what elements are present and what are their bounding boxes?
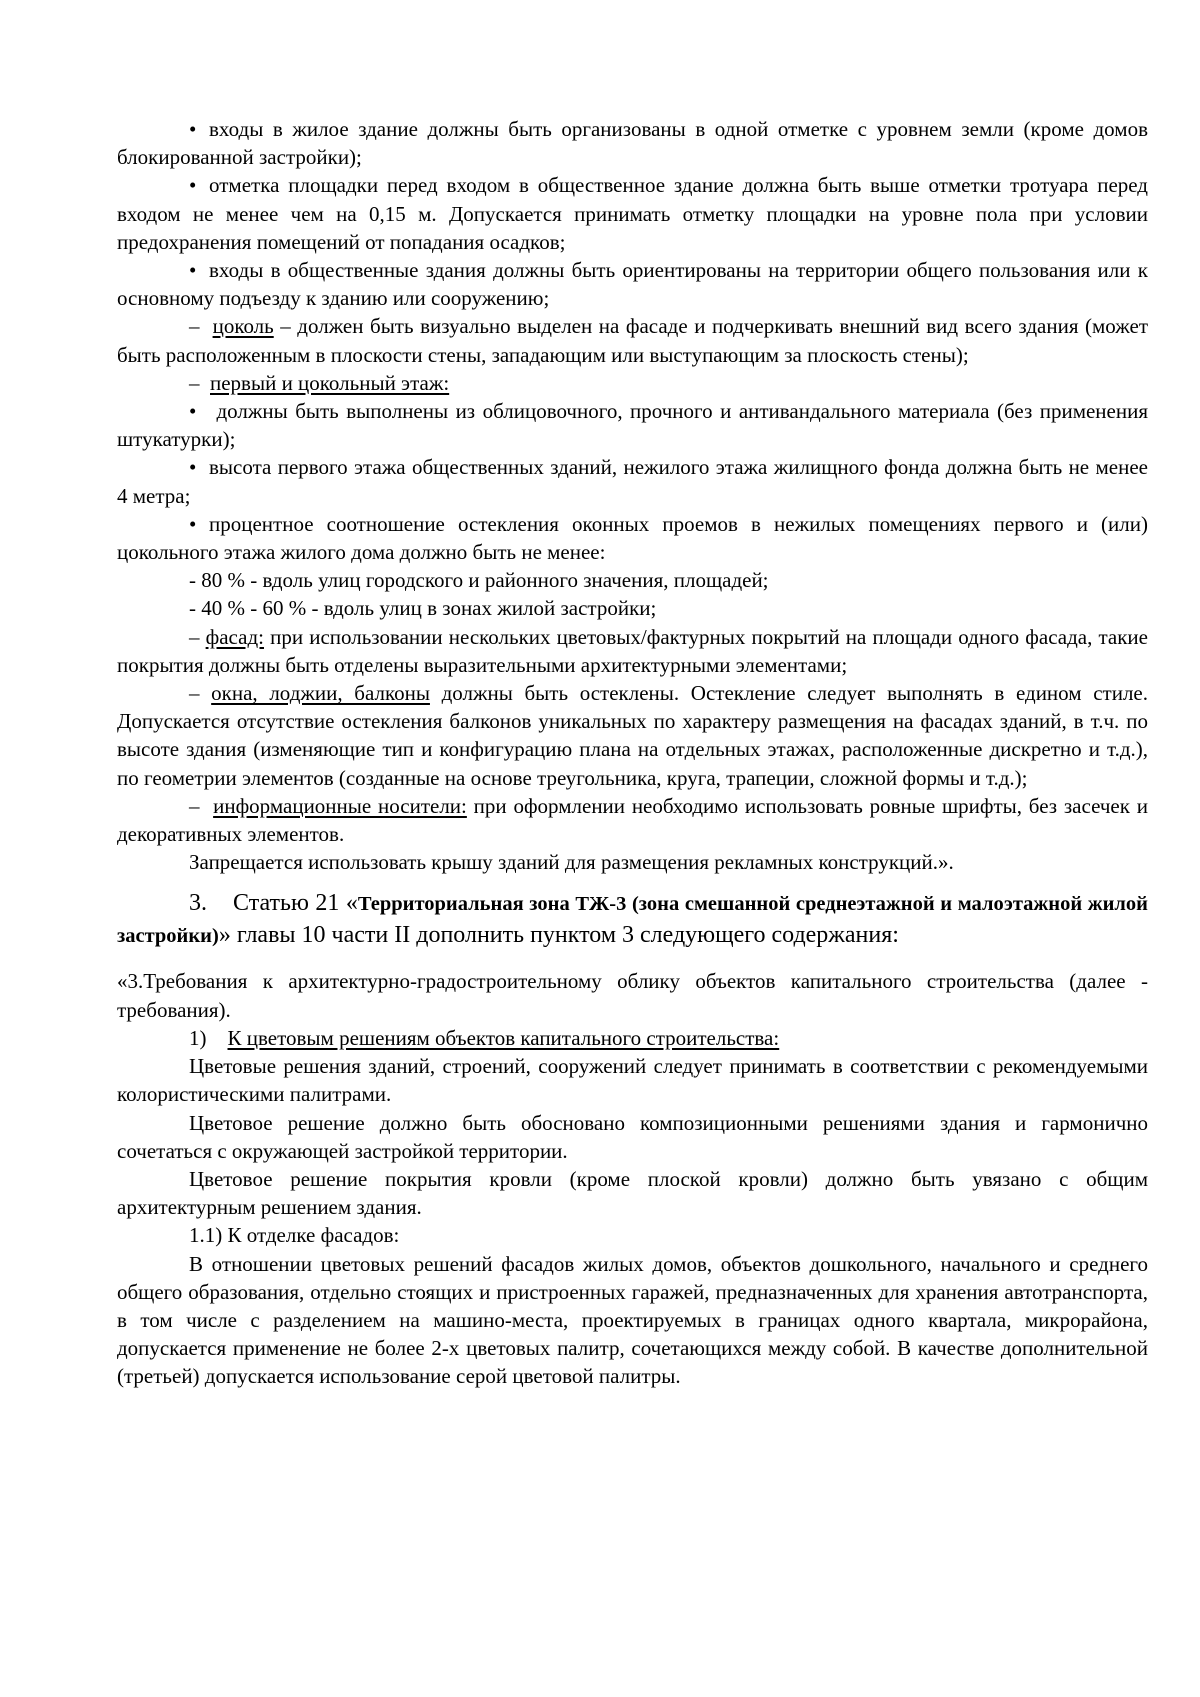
paragraph-facing-material bbox=[117, 397, 1148, 453]
paragraph-first-floor-heading bbox=[117, 369, 1148, 397]
dash-marker: – bbox=[189, 681, 200, 706]
paragraph-article-21 bbox=[117, 888, 1148, 952]
paragraph-text: – должен быть визуально выделен на фасаде и подчеркивать внешний вид всего здания (может быть расположенным в плоскости стены, западающим или выступающим за плоскость стены); bbox=[117, 314, 1149, 367]
bullet-icon: • bbox=[189, 511, 197, 536]
term-color-solutions: К цветовым решениям объектов капитального строительства: bbox=[227, 1025, 780, 1050]
paragraph-info-carriers bbox=[117, 792, 1148, 848]
dash-marker: – bbox=[189, 793, 200, 818]
document-body bbox=[117, 115, 1148, 1391]
paragraph-facade bbox=[117, 623, 1148, 679]
paragraph-plinth bbox=[117, 312, 1148, 368]
dash-marker: – bbox=[189, 624, 200, 649]
dash-marker: – bbox=[189, 314, 200, 339]
paragraph-requirements-intro: «3.Требования к архитектурно-градостроительному облику объектов капитального строительства (далее - требования). bbox=[117, 969, 1148, 1022]
paragraph-entrances-residential bbox=[117, 115, 1148, 171]
term-windows: окна, лоджии, балконы bbox=[211, 681, 430, 706]
item-number: 3. bbox=[189, 890, 207, 917]
paragraph-text: входы в общественные здания должны быть ориентированы на территории общего пользования или к основному подъезду к зданию или сооружению; bbox=[117, 258, 1148, 311]
paragraph-text: при использовании нескольких цветовых/фактурных покрытий на площади одного фасада, такие покрытия должны быть отделены выразительными архитектурными элементами; bbox=[117, 624, 1148, 677]
paragraph-glazing-40-60: - 40 % - 60 % - вдоль улиц в зонах жилой застройки; bbox=[189, 596, 657, 621]
term-facade: фасад: bbox=[205, 624, 264, 649]
bullet-icon: • bbox=[189, 173, 197, 198]
item-number: 1) bbox=[189, 1025, 207, 1050]
paragraph-text: при оформлении необходимо использовать ровные шрифты, без засечек и декоративных элементов. bbox=[117, 793, 1148, 847]
paragraph-text: » главы 10 части II дополнить пунктом 3 следующего содержания: bbox=[218, 922, 899, 949]
paragraph-facade-finish: 1.1) К отделке фасадов: bbox=[189, 1223, 400, 1248]
paragraph-color-justified: Цветовое решение должно быть обосновано композиционными решениями здания и гармонично сочетаться с окружающей застройкой территории. bbox=[117, 1110, 1148, 1163]
bullet-icon: • bbox=[189, 117, 197, 141]
paragraph-entrance-platform bbox=[117, 171, 1148, 256]
paragraph-first-floor-height bbox=[117, 453, 1148, 509]
paragraph-text: входы в жилое здание должны быть организованы в одной отметке с уровнем земли (кроме домов блокированной застройки); bbox=[117, 117, 1148, 170]
term-first-floor: первый и цокольный этаж: bbox=[210, 370, 450, 395]
paragraph-color-palettes: Цветовые решения зданий, строений, сооружений следует принимать в соответствии с рекомендуемыми колористическими палитрами. bbox=[117, 1054, 1148, 1107]
paragraph-glazing-80: - 80 % - вдоль улиц городского и районного значения, площадей; bbox=[189, 568, 769, 593]
paragraph-entrances-public bbox=[117, 256, 1148, 312]
paragraph-color-heading bbox=[117, 1024, 1148, 1052]
zone-title: Территориальная зона ТЖ-3 (зона смешанной среднеэтажной и малоэтажной жилой застройки) bbox=[117, 893, 1148, 948]
term-info-carriers: информационные носители: bbox=[213, 793, 467, 818]
paragraph-facade-palettes: В отношении цветовых решений фасадов жилых домов, объектов дошкольного, начального и среднего общего образования, отдельно стоящих и пристроенных гаражей, предназначенных для хранения автотранспорта, в том числе с разделением на машино-места, проектируемых в границах одного квартала, микрорайона, допускается применение не более 2-х цветовых палитр, сочетающихся между собой. В качестве дополнительной (третьей) допускается использование серой цветовой палитры. bbox=[117, 1251, 1148, 1389]
paragraph-text: Статью 21 « bbox=[233, 890, 358, 917]
paragraph-text: процентное соотношение остекления оконных проемов в нежилых помещениях первого и (или) цокольного этажа жилого дома должно быть не менее: bbox=[117, 511, 1148, 565]
paragraph-text: должны быть остеклены. Остекление следует выполнять в едином стиле. Допускается отсутствие остекления балконов уникальных по характеру размещения на фасадах зданий, в т.ч. по высоте здания (изменяющие тип и конфигурацию плана на отдельных этажах, расположенные дискретно и т.д.), по геометрии элементов (созданные на основе треугольника, круга, трапеции, сложной формы и т.д.); bbox=[117, 681, 1149, 790]
paragraph-roof-advertising: Запрещается использовать крышу зданий для размещения рекламных конструкций.». bbox=[189, 850, 954, 875]
bullet-icon: • bbox=[189, 399, 197, 424]
bullet-icon: • bbox=[189, 258, 197, 283]
paragraph-roof-color: Цветовое решение покрытия кровли (кроме плоской кровли) должно быть увязано с общим архитектурным решением здания. bbox=[117, 1166, 1148, 1220]
dash-marker: – bbox=[189, 370, 200, 395]
bullet-icon: • bbox=[189, 455, 197, 480]
paragraph-windows-balconies bbox=[117, 679, 1148, 792]
paragraph-glazing-ratio bbox=[117, 510, 1148, 566]
paragraph-text: должны быть выполнены из облицовочного, прочного и антивандального материала (без применения штукатурки); bbox=[117, 399, 1149, 452]
term-plinth: цоколь bbox=[212, 314, 274, 339]
paragraph-text: отметка площадки перед входом в общественное здание должна быть выше отметки тротуара перед входом не менее чем на 0,15 м. Допускается принимать отметку площадки на уровне пола при условии предохранения помещений от попадания осадков; bbox=[117, 173, 1148, 254]
paragraph-text: высота первого этажа общественных зданий, нежилого этажа жилищного фонда должна быть не менее 4 метра; bbox=[117, 455, 1148, 508]
